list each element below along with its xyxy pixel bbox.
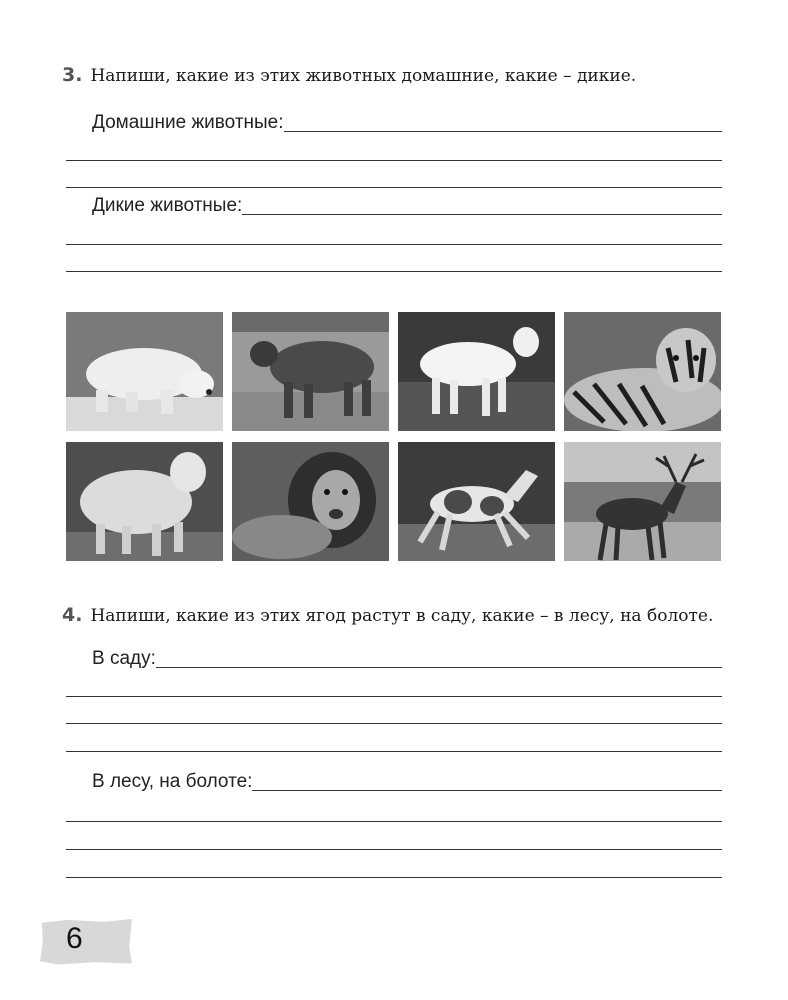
answer-line[interactable] <box>66 187 722 188</box>
wild-animals-row <box>92 195 722 217</box>
forest-berries-label: В лесу, на болоте: <box>92 771 253 792</box>
garden-berries-label: В саду: <box>92 648 156 669</box>
lion-photo <box>232 442 389 561</box>
wild-animals-label: Дикие животные: <box>92 195 243 216</box>
deer-photo <box>564 442 721 561</box>
answer-line[interactable] <box>66 877 722 878</box>
lion-image <box>232 442 389 561</box>
domestic-animals-row <box>92 112 722 134</box>
garden-berries-answer-line[interactable] <box>156 666 722 668</box>
page-number-background <box>40 918 132 966</box>
task-3 <box>62 64 742 86</box>
domestic-animals-label: Домашние животные: <box>92 112 284 133</box>
answer-line[interactable] <box>66 160 722 161</box>
deer-image <box>564 442 721 561</box>
task-4 <box>62 604 742 626</box>
horse-photo <box>398 442 555 561</box>
answer-line[interactable] <box>66 849 722 850</box>
task-4-number: 4. <box>62 604 83 626</box>
task-4-header <box>62 604 742 626</box>
task-3-number: 3. <box>62 64 83 86</box>
forest-berries-row <box>92 771 722 793</box>
answer-line[interactable] <box>66 751 722 752</box>
polar-bear-image <box>66 312 223 431</box>
goat-photo <box>398 312 555 431</box>
horse-image <box>398 442 555 561</box>
cow-image <box>232 312 389 431</box>
wild-animals-answer-line[interactable] <box>242 213 722 215</box>
answer-line[interactable] <box>66 271 722 272</box>
task-3-header <box>62 64 742 86</box>
tiger-image <box>564 312 721 431</box>
task-4-instruction: Напиши, какие из этих ягод растут в саду, какие – в лесу, на болоте. <box>90 606 714 626</box>
task-3-instruction: Напиши, какие из этих животных домашние, какие – дикие. <box>90 66 637 86</box>
answer-line[interactable] <box>66 696 722 697</box>
tiger-photo <box>564 312 721 431</box>
garden-berries-row <box>92 648 722 670</box>
answer-line[interactable] <box>66 821 722 822</box>
domestic-animals-answer-line[interactable] <box>284 130 722 132</box>
sheep-photo <box>66 442 223 561</box>
answer-line[interactable] <box>66 244 722 245</box>
cow-photo <box>232 312 389 431</box>
answer-line[interactable] <box>66 723 722 724</box>
page-number: 6 <box>66 922 83 955</box>
sheep-image <box>66 442 223 561</box>
forest-berries-answer-line[interactable] <box>252 789 722 791</box>
goat-image <box>398 312 555 431</box>
polar-bear-photo <box>66 312 223 431</box>
